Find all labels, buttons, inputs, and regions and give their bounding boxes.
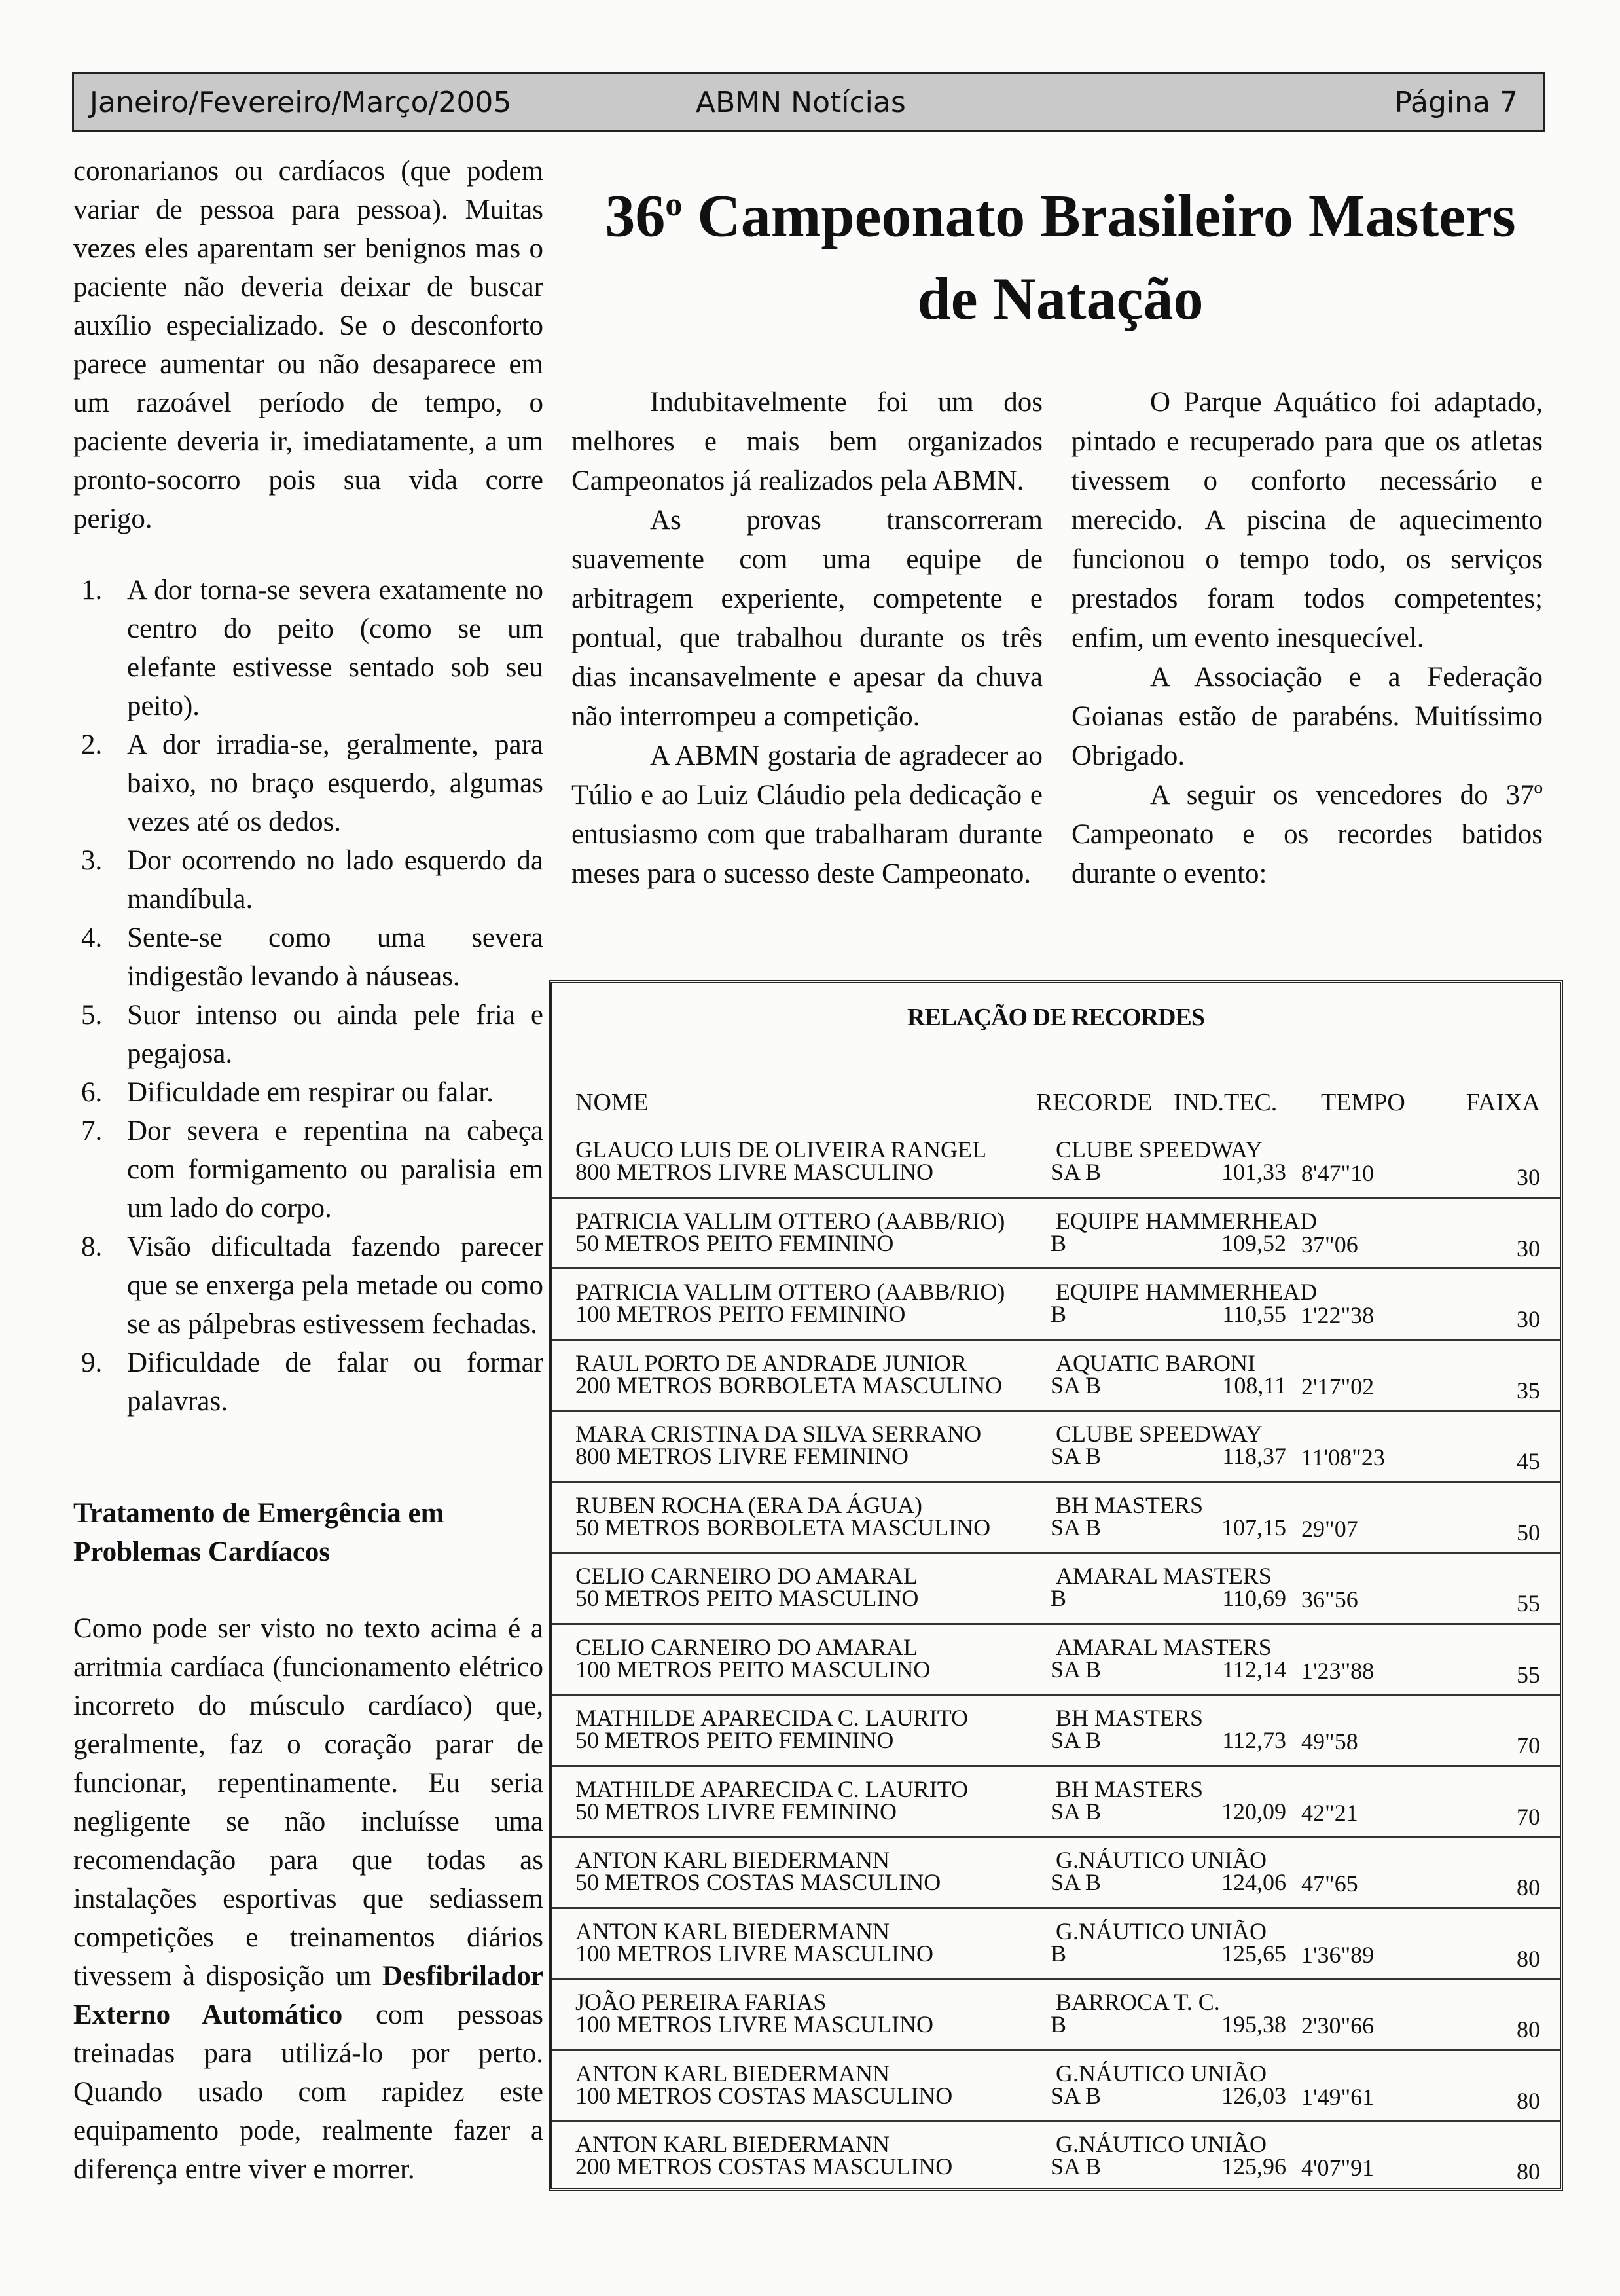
treatment-text-start: Como pode ser visto no texto acima é a arritmia cardíaca (funcionamento elétrico incorreto do músculo cardíaco) que, geralmente, faz o coração parar de funcionar, repentinamente. Eu seria negligente se não incluísse uma recomendação para que todas as instalações esportivas que sediassem competições e treinamentos diários tivessem à disposição um xyxy=(73,1613,543,1992)
symptom-list xyxy=(73,571,543,1421)
symptom-number: 5. xyxy=(81,1000,103,1030)
record-row xyxy=(552,2049,1560,2121)
athlete-name: RAUL PORTO DE ANDRADE JUNIOR xyxy=(575,1349,967,1376)
athlete-name: ANTON KARL BIEDERMANN xyxy=(575,2060,890,2086)
athlete-name: MATHILDE APARECIDA C. LAURITO xyxy=(575,1705,969,1731)
age-group: 80 xyxy=(1517,2159,1540,2185)
record-row xyxy=(552,1694,1560,1765)
record-time: 1'49"61 xyxy=(1301,2083,1375,2110)
club-name: G.NÁUTICO UNIÃO xyxy=(1056,2131,1267,2157)
athlete-name: ANTON KARL BIEDERMANN xyxy=(575,1918,890,1944)
age-group: 80 xyxy=(1517,1874,1540,1901)
symptom-item xyxy=(73,996,543,1073)
club-name: AMARAL MASTERS xyxy=(1056,1633,1272,1660)
technical-index: 107,15 xyxy=(1221,1514,1286,1540)
symptom-number: 7. xyxy=(81,1116,103,1146)
record-time: 42"21 xyxy=(1301,1799,1358,1826)
event-name: 800 METROS LIVRE MASCULINO xyxy=(575,1159,934,1185)
age-group: 30 xyxy=(1517,1164,1540,1190)
record-time: 29"07 xyxy=(1301,1515,1358,1542)
header-tempo: TEMPO xyxy=(1321,1089,1405,1116)
club-name: CLUBE SPEEDWAY xyxy=(1056,1421,1263,1447)
article-column-1 xyxy=(571,383,1043,894)
age-group: 30 xyxy=(1517,1306,1540,1332)
header-ind-tec: IND.TEC. xyxy=(1174,1089,1278,1116)
record-row xyxy=(552,1197,1560,1268)
technical-index: 195,38 xyxy=(1221,2011,1286,2037)
club-name: CLUBE SPEEDWAY xyxy=(1056,1137,1263,1163)
page-header xyxy=(72,72,1545,132)
club-name: G.NÁUTICO UNIÃO xyxy=(1056,2060,1267,2086)
treatment-text-end: com pessoas treinadas para utilizá-lo por perto. Quando usado com rapidez este equipamento pode, realmente fazer a diferença entre viver e morrer. xyxy=(73,1999,543,2185)
symptom-number: 2. xyxy=(81,729,103,760)
title-number: 36 xyxy=(605,182,666,249)
record-type: SA B xyxy=(1051,1159,1102,1185)
symptom-item xyxy=(73,725,543,841)
record-type: SA B xyxy=(1051,1443,1102,1469)
club-name: BH MASTERS xyxy=(1056,1705,1204,1731)
article-paragraph: As provas transcorreram suavemente com uma equipe de arbitragem experiente, competente e pontual, que trabalhou durante os três dias incansavelmente e apesar da chuva não interrompeu a competição. xyxy=(571,505,1043,732)
technical-index: 108,11 xyxy=(1222,1372,1286,1398)
club-name: BH MASTERS xyxy=(1056,1491,1204,1518)
record-type: B xyxy=(1051,1585,1067,1611)
age-group: 80 xyxy=(1517,1945,1540,1972)
section-heading: Tratamento de Emergência em Problemas Cardíacos xyxy=(73,1498,444,1567)
symptom-number: 3. xyxy=(81,845,103,876)
age-group: 45 xyxy=(1517,1448,1540,1474)
athlete-name: ANTON KARL BIEDERMANN xyxy=(575,2131,890,2157)
technical-index: 110,69 xyxy=(1222,1585,1286,1611)
header-recorde: RECORDE xyxy=(1036,1089,1153,1116)
event-name: 200 METROS COSTAS MASCULINO xyxy=(575,2153,953,2179)
intro-paragraph: coronarianos ou cardíacos (que podem variar de pessoa para pessoa). Muitas vezes eles aparentam ser benignos mas o paciente não deveria deixar de buscar auxílio especializado. Se o desconforto parece aumentar ou não desaparece em um razoável período de tempo, o paciente deveria ir, imediatamente, a um pronto-socorro pois sua vida corre perigo. xyxy=(73,156,543,534)
symptom-text: Visão dificultada fazendo parecer que se enxerga pela metade ou como se as pálpebras estivessem fechadas. xyxy=(127,1231,543,1339)
device-name: Desfibrilador Externo Automático xyxy=(73,1961,543,2030)
technical-index: 112,73 xyxy=(1222,1727,1286,1753)
record-time: 11'08"23 xyxy=(1301,1444,1385,1470)
record-type: B xyxy=(1051,1940,1067,1967)
symptom-item xyxy=(73,571,543,725)
age-group: 70 xyxy=(1517,1803,1540,1830)
record-time: 8'47"10 xyxy=(1301,1160,1375,1186)
record-row xyxy=(552,1410,1560,1481)
technical-index: 110,55 xyxy=(1222,1301,1286,1327)
symptom-text: Sente-se como uma severa indigestão levando à náuseas. xyxy=(127,922,543,992)
article-paragraph: A Associação e a Federação Goianas estão de parabéns. Muitíssimo Obrigado. xyxy=(1071,662,1543,771)
event-name: 50 METROS PEITO MASCULINO xyxy=(575,1585,919,1611)
symptom-item xyxy=(73,1073,543,1112)
records-rows xyxy=(552,1127,1560,2191)
age-group: 55 xyxy=(1517,1590,1540,1616)
record-type: SA B xyxy=(1051,1656,1102,1683)
symptom-item xyxy=(73,1228,543,1343)
record-row xyxy=(552,1836,1560,1907)
record-type: SA B xyxy=(1051,1798,1102,1825)
symptom-text: Dor ocorrendo no lado esquerdo da mandíbula. xyxy=(127,845,543,915)
header-nome: NOME xyxy=(575,1089,649,1116)
article-paragraph: O Parque Aquático foi adaptado, pintado e recuperado para que os atletas tivessem o conforto necessário e merecido. A piscina de aquecimento funcionou o tempo todo, os serviços prestados foram todos competentes; enfim, um evento inesquecível. xyxy=(1071,387,1543,653)
athlete-name: MATHILDE APARECIDA C. LAURITO xyxy=(575,1776,969,1802)
record-type: SA B xyxy=(1051,2082,1102,2109)
treatment-paragraph xyxy=(73,1609,543,2189)
age-group: 70 xyxy=(1517,1732,1540,1758)
technical-index: 126,03 xyxy=(1221,2082,1286,2109)
technical-index: 118,37 xyxy=(1222,1443,1286,1469)
club-name: EQUIPE HAMMERHEAD xyxy=(1056,1279,1317,1305)
record-time: 36"56 xyxy=(1301,1586,1358,1613)
record-time: 1'36"89 xyxy=(1301,1941,1375,1968)
event-name: 100 METROS LIVRE MASCULINO xyxy=(575,1940,934,1967)
club-name: BARROCA T. C. xyxy=(1056,1989,1220,2015)
publication-name: ABMN Notícias xyxy=(696,86,906,119)
record-type: SA B xyxy=(1051,1869,1102,1895)
event-name: 100 METROS PEITO FEMININO xyxy=(575,1301,906,1327)
symptom-number: 6. xyxy=(81,1077,103,1108)
record-time: 37"06 xyxy=(1301,1231,1358,1258)
title-ordinal: o xyxy=(665,186,683,223)
event-name: 50 METROS COSTAS MASCULINO xyxy=(575,1869,941,1895)
athlete-name: GLAUCO LUIS DE OLIVEIRA RANGEL xyxy=(575,1137,986,1163)
record-row xyxy=(552,1481,1560,1552)
header-faixa: FAIXA xyxy=(1466,1089,1540,1116)
athlete-name: CELIO CARNEIRO DO AMARAL xyxy=(575,1563,918,1589)
age-group: 35 xyxy=(1517,1377,1540,1404)
athlete-name: PATRICIA VALLIM OTTERO (AABB/RIO) xyxy=(575,1207,1005,1234)
technical-index: 125,96 xyxy=(1221,2153,1286,2179)
age-group: 80 xyxy=(1517,2087,1540,2114)
age-group: 80 xyxy=(1517,2016,1540,2043)
record-time: 1'23"88 xyxy=(1301,1657,1375,1684)
technical-index: 109,52 xyxy=(1221,1230,1286,1256)
event-name: 50 METROS LIVRE FEMININO xyxy=(575,1798,897,1825)
symptom-item xyxy=(73,1112,543,1228)
records-box xyxy=(549,980,1563,2191)
article-paragraph: Indubitavelmente foi um dos melhores e mais bem organizados Campeonatos já realizados pela ABMN. xyxy=(571,387,1043,496)
athlete-name: PATRICIA VALLIM OTTERO (AABB/RIO) xyxy=(575,1279,1005,1305)
record-type: SA B xyxy=(1051,1727,1102,1753)
club-name: AMARAL MASTERS xyxy=(1056,1563,1272,1589)
record-type: SA B xyxy=(1051,2153,1102,2179)
record-type: B xyxy=(1051,1230,1067,1256)
article-column-2 xyxy=(1071,383,1543,894)
symptom-item xyxy=(73,1343,543,1421)
symptom-text: Dor severa e repentina na cabeça com formigamento ou paralisia em um lado do corpo. xyxy=(127,1116,543,1224)
symptom-text: Dificuldade em respirar ou falar. xyxy=(127,1077,494,1108)
record-type: B xyxy=(1051,2011,1067,2037)
record-row xyxy=(552,2120,1560,2191)
record-row xyxy=(552,1267,1560,1339)
symptom-text: A dor torna-se severa exatamente no centro do peito (como se um elefante estivesse sentado sob seu peito). xyxy=(127,575,543,721)
record-time: 4'07"91 xyxy=(1301,2155,1375,2181)
technical-index: 124,06 xyxy=(1221,1869,1286,1895)
symptom-number: 4. xyxy=(81,922,103,953)
record-type: B xyxy=(1051,1301,1067,1327)
symptom-text: A dor irradia-se, geralmente, para baixo, no braço esquerdo, algumas vezes até os dedos. xyxy=(127,729,543,837)
event-name: 100 METROS COSTAS MASCULINO xyxy=(575,2082,953,2109)
event-name: 100 METROS PEITO MASCULINO xyxy=(575,1656,931,1683)
record-time: 49"58 xyxy=(1301,1728,1358,1755)
technical-index: 112,14 xyxy=(1222,1656,1286,1683)
club-name: AQUATIC BARONI xyxy=(1056,1349,1255,1376)
records-header xyxy=(552,1088,1560,1121)
record-time: 2'17"02 xyxy=(1301,1373,1375,1400)
record-row xyxy=(552,1127,1560,1197)
symptom-text: Dificuldade de falar ou formar palavras. xyxy=(127,1347,543,1417)
record-time: 2'30"66 xyxy=(1301,2013,1375,2039)
symptom-text: Suor intenso ou ainda pele fria e pegajosa. xyxy=(127,1000,543,1069)
record-row xyxy=(552,1978,1560,2049)
record-row xyxy=(552,1907,1560,1978)
record-row xyxy=(552,1339,1560,1410)
record-time: 1'22"38 xyxy=(1301,1302,1375,1328)
symptom-item xyxy=(73,919,543,996)
article-title xyxy=(569,164,1551,340)
symptom-number: 1. xyxy=(81,575,103,606)
left-column xyxy=(73,152,543,2189)
records-title: RELAÇÃO DE RECORDES xyxy=(907,1004,1204,1031)
technical-index: 125,65 xyxy=(1221,1940,1286,1967)
athlete-name: JOÃO PEREIRA FARIAS xyxy=(575,1989,827,2015)
article-paragraph: A seguir os vencedores do 37º Campeonato e os recordes batidos durante o evento: xyxy=(1071,780,1543,889)
athlete-name: RUBEN ROCHA (ERA DA ÁGUA) xyxy=(575,1491,923,1518)
page-number: Página 7 xyxy=(1394,86,1518,119)
event-name: 800 METROS LIVRE FEMININO xyxy=(575,1443,909,1469)
athlete-name: CELIO CARNEIRO DO AMARAL xyxy=(575,1633,918,1660)
athlete-name: MARA CRISTINA DA SILVA SERRANO xyxy=(575,1421,982,1447)
club-name: G.NÁUTICO UNIÃO xyxy=(1056,1847,1267,1873)
record-row xyxy=(552,1765,1560,1836)
symptom-item xyxy=(73,841,543,919)
event-name: 50 METROS BORBOLETA MASCULINO xyxy=(575,1514,991,1540)
record-row xyxy=(552,1623,1560,1694)
record-type: SA B xyxy=(1051,1514,1102,1540)
club-name: BH MASTERS xyxy=(1056,1776,1204,1802)
age-group: 50 xyxy=(1517,1519,1540,1546)
technical-index: 120,09 xyxy=(1221,1798,1286,1825)
symptom-number: 8. xyxy=(81,1231,103,1262)
issue-date: Janeiro/Fevereiro/Março/2005 xyxy=(90,86,512,119)
event-name: 200 METROS BORBOLETA MASCULINO xyxy=(575,1372,1003,1398)
club-name: EQUIPE HAMMERHEAD xyxy=(1056,1207,1317,1234)
symptom-number: 9. xyxy=(81,1347,103,1378)
age-group: 30 xyxy=(1517,1235,1540,1262)
event-name: 100 METROS LIVRE MASCULINO xyxy=(575,2011,934,2037)
title-text: Campeonato Brasileiro Masters de Natação xyxy=(682,182,1516,332)
event-name: 50 METROS PEITO FEMININO xyxy=(575,1727,894,1753)
record-type: SA B xyxy=(1051,1372,1102,1398)
event-name: 50 METROS PEITO FEMININO xyxy=(575,1230,894,1256)
article-paragraph: A ABMN gostaria de agradecer ao Túlio e ao Luiz Cláudio pela dedicação e entusiasmo com que trabalharam durante meses para o sucesso deste Campeonato. xyxy=(571,740,1043,889)
age-group: 55 xyxy=(1517,1661,1540,1688)
record-row xyxy=(552,1552,1560,1623)
technical-index: 101,33 xyxy=(1221,1159,1286,1185)
club-name: G.NÁUTICO UNIÃO xyxy=(1056,1918,1267,1944)
record-time: 47"65 xyxy=(1301,1870,1358,1897)
athlete-name: ANTON KARL BIEDERMANN xyxy=(575,1847,890,1873)
